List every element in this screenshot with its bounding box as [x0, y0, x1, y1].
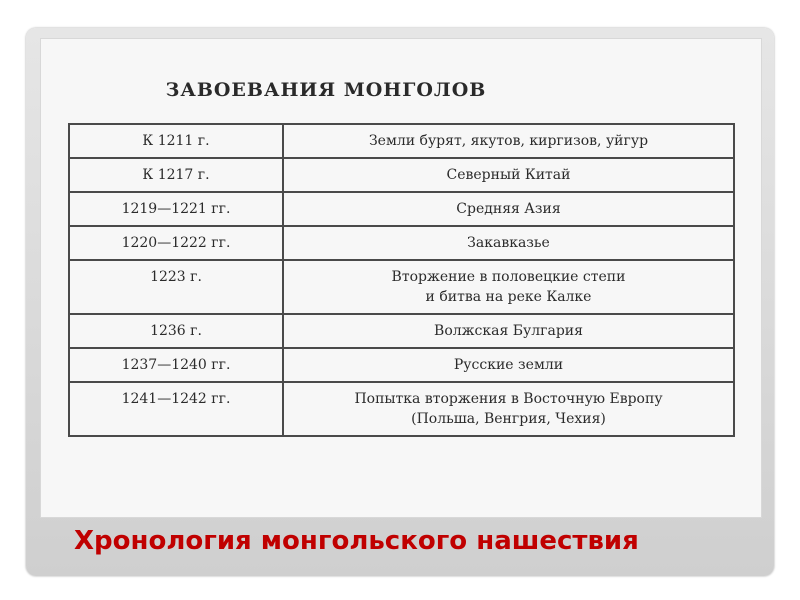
event-text: Северный Китай [446, 167, 571, 183]
event-text: Закавказье [467, 235, 550, 251]
table-row [69, 314, 734, 348]
date-cell: 1219—1221 гг. [69, 192, 283, 226]
event-text-line-2: (Польша, Венгрия, Чехия) [411, 411, 606, 427]
date-cell: 1241—1242 гг. [69, 382, 283, 436]
date-cell: К 1211 г. [69, 124, 283, 158]
table-row [69, 226, 734, 260]
table-row [69, 260, 734, 314]
table-title: ЗАВОЕВАНИЯ МОНГОЛОВ [165, 79, 487, 101]
event-cell [283, 382, 734, 436]
event-cell [283, 260, 734, 314]
event-text: Русские земли [453, 357, 564, 373]
event-cell [283, 348, 734, 382]
event-cell [283, 124, 734, 158]
event-cell [283, 226, 734, 260]
date-cell: 1223 г. [69, 260, 283, 314]
event-cell [283, 158, 734, 192]
slide-title: Хронология монгольского нашествия [74, 526, 639, 556]
event-text-line-1: Вторжение в половецкие степи [391, 269, 626, 285]
event-text: Волжская Булгария [434, 323, 583, 339]
event-cell [283, 314, 734, 348]
table-row [69, 158, 734, 192]
table-row [69, 382, 734, 436]
event-text-line-1: Попытка вторжения в Восточную Европу [354, 391, 663, 407]
event-text-line-2: и битва на реке Калке [425, 289, 592, 305]
date-cell: 1237—1240 гг. [69, 348, 283, 382]
event-cell [283, 192, 734, 226]
table-row [69, 124, 734, 158]
date-cell: 1220—1222 гг. [69, 226, 283, 260]
slide-footer [40, 518, 760, 568]
table-row [69, 348, 734, 382]
conquests-table [68, 123, 735, 437]
event-text: Земли бурят, якутов, киргизов, уйгур [368, 133, 649, 149]
table-row [69, 192, 734, 226]
scanned-table-image [40, 38, 762, 518]
date-cell: К 1217 г. [69, 158, 283, 192]
event-text: Средняя Азия [456, 201, 561, 217]
date-cell: 1236 г. [69, 314, 283, 348]
